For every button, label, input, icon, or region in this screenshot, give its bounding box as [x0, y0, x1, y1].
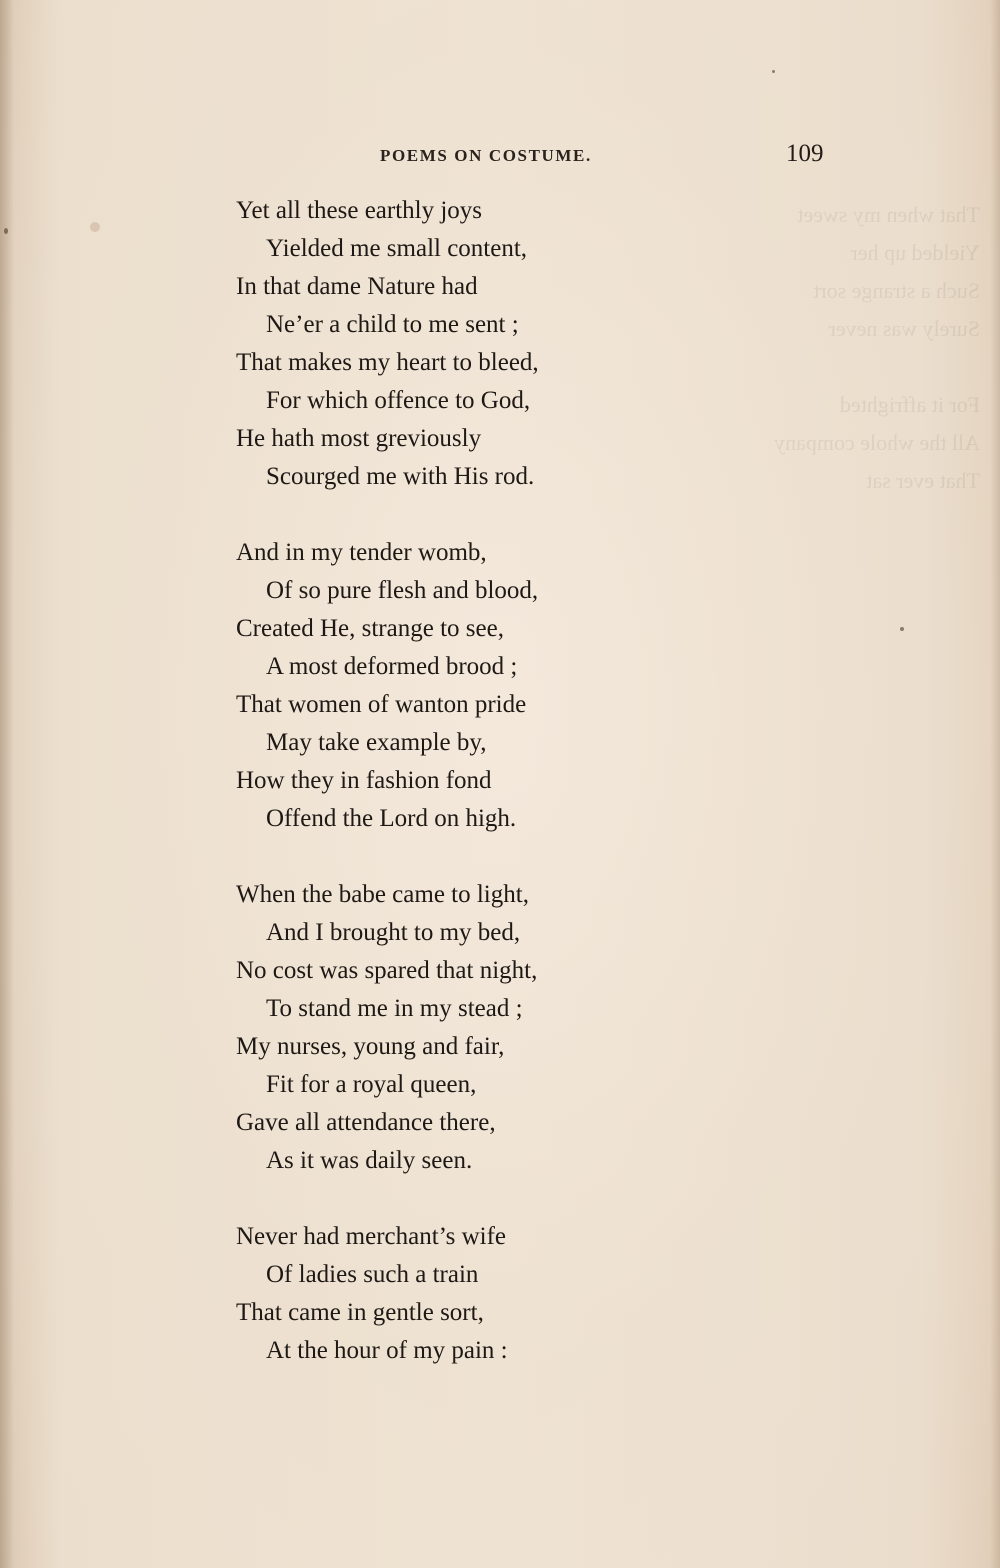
poem-line: Offend the Lord on high. [266, 805, 517, 832]
poem-line: That came in gentle sort, [236, 1299, 484, 1326]
poem-line: At the hour of my pain : [266, 1337, 508, 1364]
poem-line: That women of wanton pride [236, 691, 527, 718]
edge-shadow [990, 0, 1000, 1568]
paper-speck [772, 70, 775, 73]
poem-line: Gave all attendance there, [236, 1109, 496, 1136]
running-title: POEMS ON COSTUME. [380, 146, 592, 165]
poem-line: Scourged me with His rod. [266, 463, 535, 490]
poem-line: A most deformed brood ; [266, 653, 518, 680]
poem-line: My nurses, young and fair, [236, 1033, 505, 1060]
poem-line: And in my tender womb, [236, 539, 487, 566]
bleed-through: That when my sweet Yielded up her Such a strange sort Surely was never For it affrighted All the whole company That ever sat [774, 202, 980, 493]
stanza-3 [236, 876, 796, 1180]
poem-line: He hath most greviously [236, 425, 482, 452]
poem-line: Of so pure flesh and blood, [266, 577, 539, 604]
stanza-1 [236, 192, 796, 496]
paper-speck [900, 627, 904, 631]
paper-speck [4, 228, 8, 234]
poem-line: Never had merchant’s wife [236, 1223, 507, 1250]
poem-line: Yielded me small content, [266, 235, 528, 262]
page-number: 109 [786, 140, 824, 167]
poem-line: May take example by, [266, 729, 487, 756]
poem-line: And I brought to my bed, [266, 919, 521, 946]
poem-line: As it was daily seen. [266, 1147, 473, 1174]
stanza-4 [236, 1218, 796, 1370]
poem-body [236, 192, 796, 1408]
poem-line: Fit for a royal queen, [266, 1071, 477, 1098]
poem-line: Ne’er a child to me sent ; [266, 311, 519, 338]
page-header [0, 140, 1000, 174]
poem-line: No cost was spared that night, [236, 957, 538, 984]
poem-line: For which offence to God, [266, 387, 531, 414]
poem-line: Created He, strange to see, [236, 615, 504, 642]
gutter-shadow [0, 0, 14, 1568]
poem-line: In that dame Nature had [236, 273, 478, 300]
poem-line: That makes my heart to bleed, [236, 349, 539, 376]
stanza-2 [236, 534, 796, 838]
paper-speck [90, 222, 100, 232]
poem-line: Yet all these earthly joys [236, 197, 483, 224]
poem-line: How they in fashion fond [236, 767, 492, 794]
poem-line: When the babe came to light, [236, 881, 529, 908]
poem-line: Of ladies such a train [266, 1261, 479, 1288]
poem-line: To stand me in my stead ; [266, 995, 523, 1022]
